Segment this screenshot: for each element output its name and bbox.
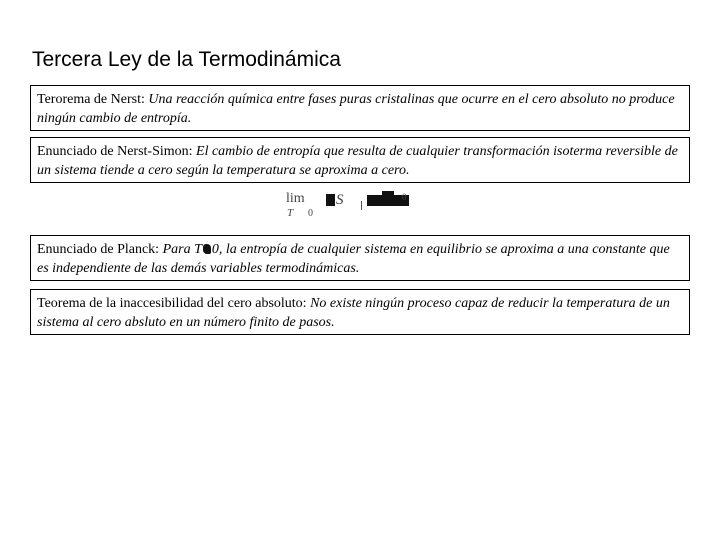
formula-limit-subscript: T — [287, 207, 294, 219]
slide-title: Tercera Ley de la Termodinámica — [32, 48, 341, 71]
nerst-simon-lead: Enunciado de Nerst-Simon: — [37, 144, 197, 159]
nerst-theorem-box — [30, 85, 690, 131]
unattainability-body: No existe ningún proceso capaz de reducir la temperatura de un sistema al cero absluto en un número finito de pasos. — [37, 296, 670, 330]
unattainability-lead: Teorema de la inaccesibilidad del cero absoluto: — [37, 296, 311, 311]
formula-lim: lim — [286, 191, 305, 206]
nerst-theorem-lead: Terorema de Nerst: — [37, 92, 149, 107]
nerst-simon-formula — [284, 190, 414, 220]
unattainability-theorem-box — [30, 289, 690, 335]
formula-missing-glyph-top — [382, 191, 394, 197]
planck-body-end: 0, la entropía de cualquier sistema en equilibrio se aproxima a una constante que es independiente de las demás variables termodinámicas. — [37, 242, 670, 276]
arrow-glyph-icon — [203, 244, 211, 254]
formula-variable: S — [336, 192, 344, 208]
nerst-theorem-body: Una reacción química entre fases puras cristalinas que ocurre en el cero absoluto no produce ningún cambio de entropía. — [37, 92, 675, 126]
nerst-simon-statement-box — [30, 137, 690, 183]
formula-bar — [361, 201, 362, 210]
formula-delta-glyph — [326, 194, 335, 206]
planck-statement-box — [30, 235, 690, 281]
formula-limit-zero: 0 — [308, 208, 313, 219]
formula-superscript: 0 — [402, 192, 407, 202]
planck-lead: Enunciado de Planck: — [37, 242, 163, 257]
planck-body-start: Para T — [162, 242, 202, 257]
nerst-simon-body: El cambio de entropía que resulta de cualquier transformación isoterma reversible de un sistema tiende a cero según la temperatura se aproxima a cero. — [37, 144, 678, 178]
